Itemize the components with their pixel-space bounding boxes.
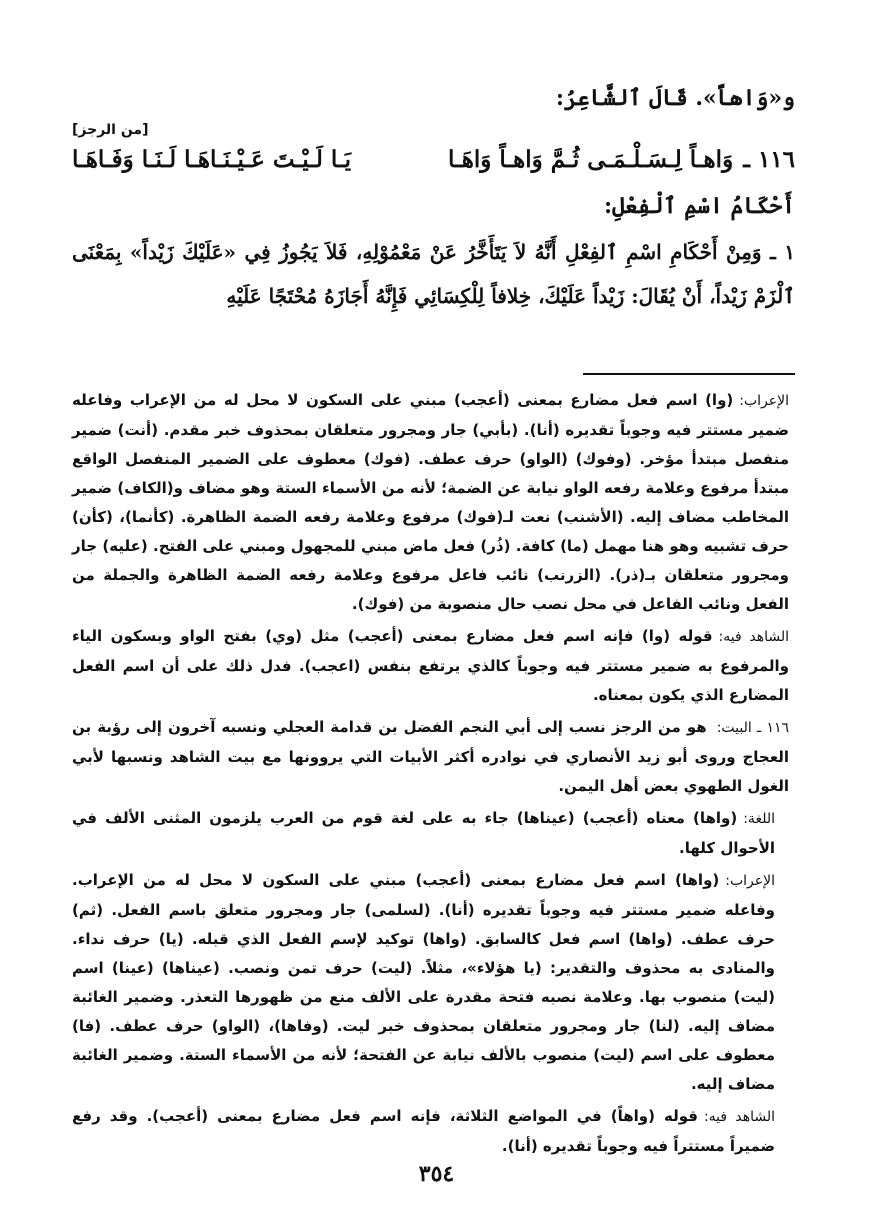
footnote-lugha bbox=[72, 804, 789, 863]
verse-hemistich-1: وَاهـاً لِـسَـلْـمَـى ثُـمَّ وَاهـاً وَاهَـا bbox=[448, 146, 734, 173]
footnote-shahid-1 bbox=[72, 622, 789, 710]
footnote-text: (وا) اسم فعل مضارع بمعنى (أعجب) مبني على السكون لا محل له من الإعراب وفاعله ضمير مستتر فيه وجوباً تقديره (أنا). (بأبي) جار ومجرور متعلقان بمحذوف خبر مقدم. (أنت) ضمير منفصل مبتدأ مؤخر. (وفوك) (الواو) حرف عطف. (فوك) معطوف على الضمير المنفصل الواقع مبتدأ مرفوع وعلامة رفعه الواو نيابة عن الضمة؛ لأنه من الأسماء الستة وهو مضاف و(الكاف) ضمير المخاطب مضاف إليه. (الأشنب) نعت لـ(فوك) مرفوع وعلامة رفعه الضمة الظاهرة. (كأنما)، (كأن) حرف تشبيه وهو هنا مهمل (ما) كافة. (ذُر) فعل ماض مبني للمجهول ومبني على الفتح. (عليه) جار ومجرور متعلقان بـ(ذر). (الزرنب) نائب فاعل مرفوع وعلامة رفعه الضمة الظاهرة والجملة من الفعل ونائب الفاعل في محل نصب حال منصوبة من (فوك). bbox=[72, 391, 789, 613]
footnote-irab-2 bbox=[72, 866, 789, 1099]
footnotes bbox=[72, 386, 789, 1164]
footnote-label: الشاهد فيه: bbox=[718, 629, 789, 645]
footnote-label: الإعراب: bbox=[725, 873, 775, 889]
footnote-text: قوله (واهاً) في المواضع الثلاثة، فإنه اسم فعل مضارع بمعنى (أعجب). وقد رفع ضميراً مستتراً فيه وجوباً تقديره (أنا). bbox=[72, 1107, 775, 1155]
meter-tag: [من الرجز] bbox=[72, 122, 149, 138]
footnote-text: قوله (وا) فإنه اسم فعل مضارع بمعنى (أعجب) مثل (وي) بفتح الواو وبسكون الياء والمرفوع به ضمير مستتر فيه وجوباً كالذي يرتفع بنفس (اعجب). فدل ذلك على أن اسم الفعل المضارع الذي يكون بمعناه. bbox=[72, 627, 789, 704]
page-number: ٣٥٤ bbox=[418, 1161, 455, 1187]
footnote-irab-1 bbox=[72, 386, 789, 619]
section-heading: أَحْكَامُ اسْمِ ٱلْفِعْلِ: bbox=[603, 193, 795, 219]
footnote-shahid-2 bbox=[72, 1102, 789, 1161]
footnote-bayt-116 bbox=[72, 713, 789, 801]
footnote-separator bbox=[583, 373, 795, 375]
footnote-text: هو من الرجز نسب إلى أبي النجم الفضل بن قدامة العجلي ونسبه آخرون إلى رؤبة بن العجاج وروى أبو زيد الأنصاري في نوادره أكثر الأبيات التي يروونها مع بيت الشاهد ونسبها لأبي الغول الطهوي بعض أهل اليمن. bbox=[72, 718, 789, 795]
footnote-text: (واها) معناه (أعجب) (عيناها) جاء به على لغة قوم من العرب يلزمون المثنى الألف في الأحوال كلها. bbox=[72, 809, 775, 857]
rule-paragraph-1: ١ ـ وَمِنْ أَحْكَامِ اسْمِ ٱلفِعْلِ أَنَّهُ لاَ يَتَأَخَّرُ عَنْ مَعْمُوْلِهِ، فَلاَ يَجُوزُ فِي «عَلَيْكَ زَيْداً» بِمَعْنَى ٱلْزَمْ زَيْداً، أَنْ يُقَالَ: زَيْداً عَلَيْكَ، خِلافاً لِلْكِسَائِي فَإِنَّهُ أَجَازَهُ مُحْتَجًا عَلَيْهِ bbox=[72, 240, 795, 308]
footnote-label: ١١٦ ـ البيت: bbox=[716, 720, 789, 736]
intro-line: و«وَاهاً». قَالَ ٱلشَّاعِرُ: bbox=[555, 85, 795, 111]
verse-116 bbox=[72, 140, 795, 180]
verse-number: ١١٦ ـ bbox=[743, 146, 795, 173]
main-text bbox=[72, 78, 795, 318]
footnote-text: (واها) اسم فعل مضارع بمعنى (أعجب) مبني على السكون لا محل له من الإعراب. وفاعله ضمير مستتر فيه وجوباً تقديره (أنا). (لسلمى) جار ومجرور متعلق باسم الفعل. (ثم) حرف عطف. (واها) اسم فعل كالسابق. (واها) توكيد لإسم الفعل الذي قبله. (يا) حرف نداء. والمنادى به محذوف والتقدير: (يا هؤلاء»، مثلاً. (ليت) حرف تمن ونصب. (عيناها) (عينا) اسم (ليت) منصوب بها. وعلامة نصبه فتحة مقدرة على الألف منع من ظهورها التعذر. وضمير الغائبة مضاف إليه. (لنا) جار ومجرور متعلقان بمحذوف خبر ليت. (وفاها)، (الواو) حرف عطف. (فا) معطوف على اسم (ليت) منصوب بالألف نيابة عن الفتحة؛ لأنه من الأسماء الستة. وضمير الغائبة مضاف إليه. bbox=[72, 871, 775, 1093]
footnote-label: الإعراب: bbox=[739, 393, 789, 409]
footnote-label: اللغة: bbox=[743, 811, 775, 827]
footnote-label: الشاهد فيه: bbox=[703, 1109, 775, 1125]
verse-hemistich-2: يَـا لَـيْـتَ عَـيْـنَـاهَـا لَـنَـا وَفَـاهَـا bbox=[72, 146, 352, 173]
